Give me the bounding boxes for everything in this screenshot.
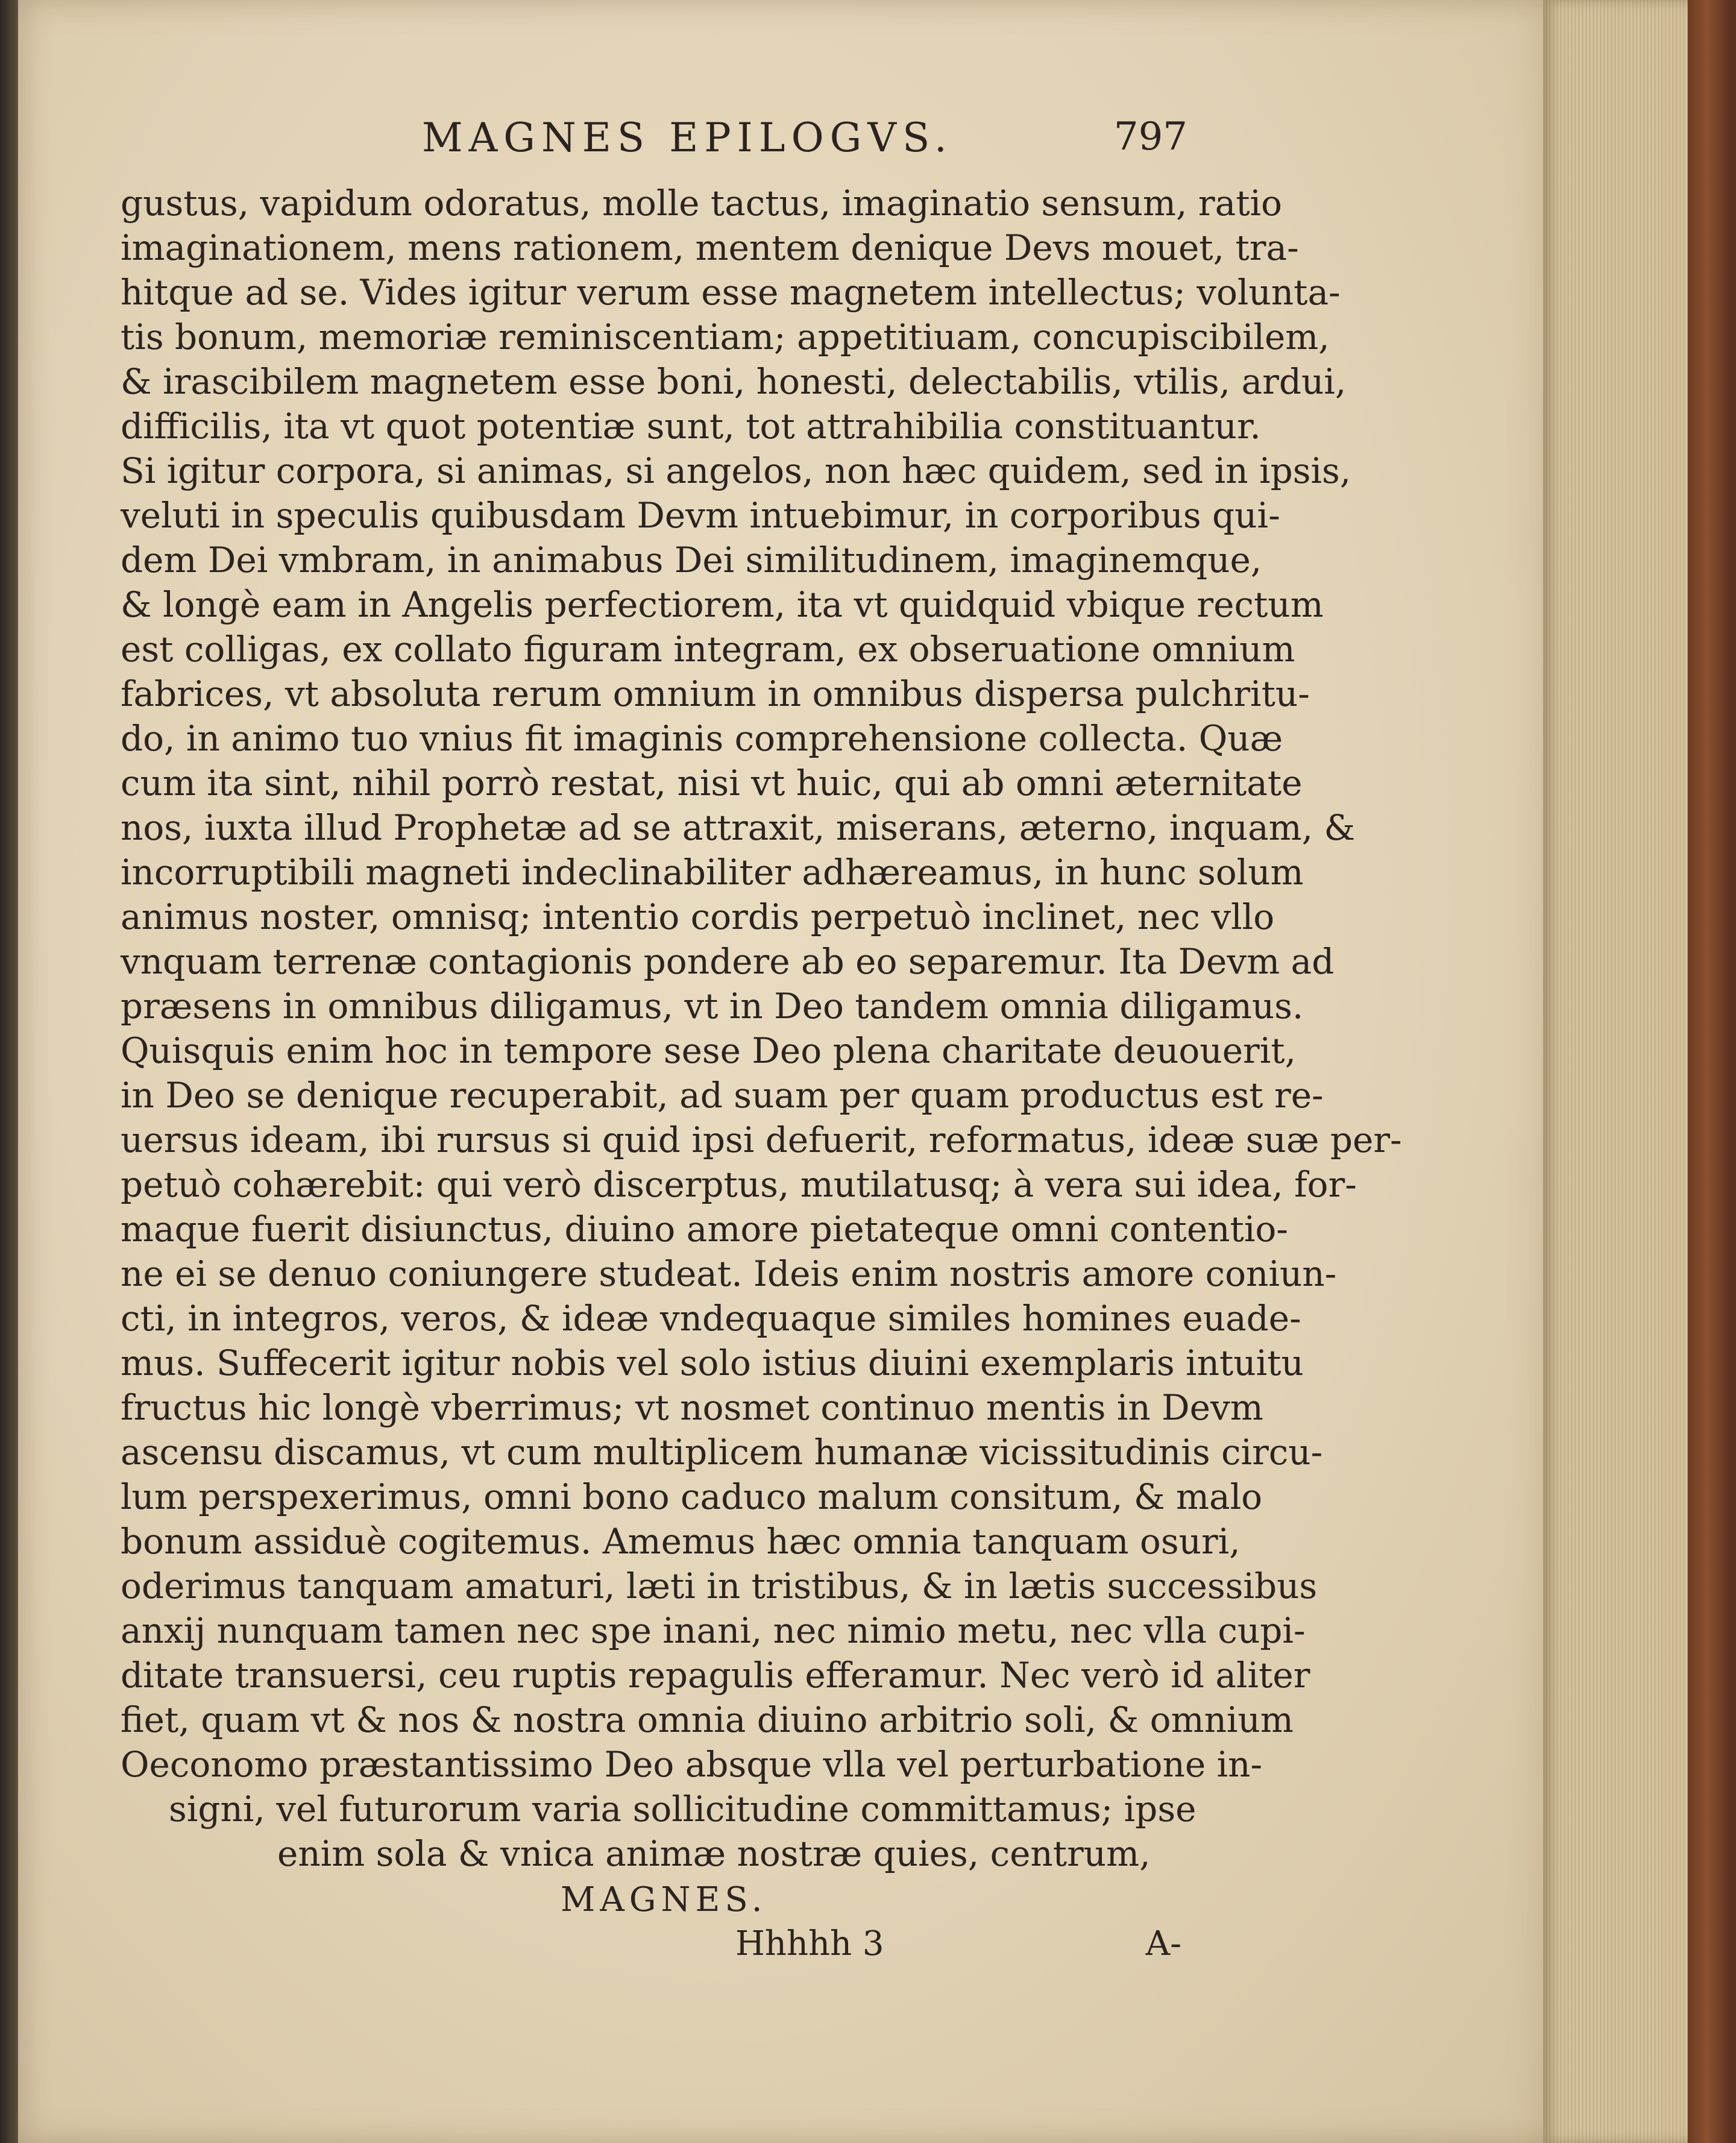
text-block [121, 115, 1402, 1978]
text-line: oderimus tanquam amaturi, læti in tristibus, & in lætis successibus [121, 1566, 1318, 1606]
text-line: Quisquis enim hoc in tempore sese Deo plena charitate deuouerit, [121, 1030, 1297, 1071]
text-line: cti, in integros, veros, & ideæ vndequaque similes homines euade- [121, 1298, 1301, 1339]
text-line: & irascibilem magnetem esse boni, honesti, delectabilis, vtilis, ardui, [121, 361, 1347, 402]
text-line: vnquam terrenæ contagionis pondere ab eo separemur. Ita Devm ad [121, 941, 1335, 982]
running-head [121, 115, 1194, 181]
catchword: A- [1145, 1924, 1181, 1963]
text-line: do, in animo tuo vnius fit imaginis comprehensione collecta. Quæ [121, 718, 1283, 759]
text-line: præsens in omnibus diligamus, vt in Deo tandem omnia diligamus. [121, 986, 1304, 1027]
text-line: fabrices, vt absoluta rerum omnium in omnibus dispersa pulchritu- [121, 673, 1310, 714]
text-line: nos, iuxta illud Prophetæ ad se attraxit, miserans, æterno, inquam, & [121, 807, 1356, 848]
running-title: MAGNES EPILOGVS. [422, 115, 953, 161]
text-line: fiet, quam vt & nos & nostra omnia diuino arbitrio soli, & omnium [121, 1699, 1294, 1740]
text-line: in Deo se denique recuperabit, ad suam per quam productus est re- [121, 1075, 1324, 1116]
text-line: animus noster, omnisq; intentio cordis perpetuò inclinet, nec vllo [121, 896, 1275, 937]
text-line: maque fuerit disiunctus, diuino amore pietateque omni contentio- [121, 1209, 1288, 1250]
page-number: 797 [1113, 115, 1187, 159]
page-fore-edge [1543, 0, 1700, 2143]
text-line: Si igitur corpora, si animas, si angelos, non hæc quidem, sed in ipsis, [121, 450, 1351, 491]
text-line: gustus, vapidum odoratus, molle tactus, imaginatio sensum, ratio [121, 183, 1282, 224]
cover-edge [1688, 0, 1736, 2143]
closing-word: MAGNES. [561, 1880, 767, 1919]
body-text [121, 181, 1402, 1876]
text-line: incorruptibili magneti indeclinabiliter adhæreamus, in hunc solum [121, 852, 1304, 893]
text-line: imaginationem, mens rationem, mentem denique Devs mouet, tra- [121, 227, 1299, 268]
text-line: Oeconomo præstantissimo Deo absque vlla vel perturbatione in- [121, 1744, 1263, 1785]
text-line: difficilis, ita vt quot potentiæ sunt, tot attrahibilia constituantur. [121, 406, 1261, 447]
text-line: bonum assiduè cogitemus. Amemus hæc omnia tanquam osuri, [121, 1521, 1241, 1562]
page-footer [121, 1924, 1194, 1978]
text-line: uersus ideam, ibi rursus si quid ipsi defuerit, reformatus, ideæ suæ per- [121, 1119, 1402, 1160]
text-line: cum ita sint, nihil porrò restat, nisi vt huic, qui ab omni æternitate [121, 763, 1303, 804]
text-line: dem Dei vmbram, in animabus Dei similitudinem, imaginemque, [121, 540, 1262, 581]
text-line: veluti in speculis quibusdam Devm intuebimur, in corporibus qui- [121, 495, 1280, 536]
text-line: est colligas, ex collato figuram integram, ex obseruatione omnium [121, 629, 1295, 670]
text-line: & longè eam in Angelis perfectiorem, ita vt quidquid vbique rectum [121, 584, 1324, 625]
text-line: lum perspexerimus, omni bono caduco malum consitum, & malo [121, 1476, 1263, 1517]
signature-mark: Hhhhh 3 [735, 1924, 884, 1963]
text-line: mus. Suffecerit igitur nobis vel solo istius diuini exemplaris intuitu [121, 1342, 1304, 1383]
text-line: ditate transuersi, ceu ruptis repagulis efferamur. Nec verò id aliter [121, 1655, 1310, 1696]
text-line: fructus hic longè vberrimus; vt nosmet continuo mentis in Devm [121, 1387, 1263, 1428]
text-line: signi, vel futurorum varia sollicitudine committamus; ipse [169, 1789, 1197, 1830]
text-line: tis bonum, memoriæ reminiscentiam; appetitiuam, concupiscibilem, [121, 316, 1330, 357]
text-line: enim sola & vnica animæ nostræ quies, centrum, [277, 1833, 1151, 1874]
text-line: hitque ad se. Vides igitur verum esse magnetem intellectus; volunta- [121, 272, 1341, 313]
text-line: anxij nunquam tamen nec spe inani, nec nimio metu, nec vlla cupi- [121, 1610, 1306, 1651]
text-line: ascensu discamus, vt cum multiplicem humanæ vicissitudinis circu- [121, 1432, 1323, 1473]
text-line: ne ei se denuo coniungere studeat. Ideis enim nostris amore coniun- [121, 1253, 1337, 1294]
text-line: petuò cohærebit: qui verò discerptus, mutilatusq; à vera sui idea, for- [121, 1164, 1357, 1205]
